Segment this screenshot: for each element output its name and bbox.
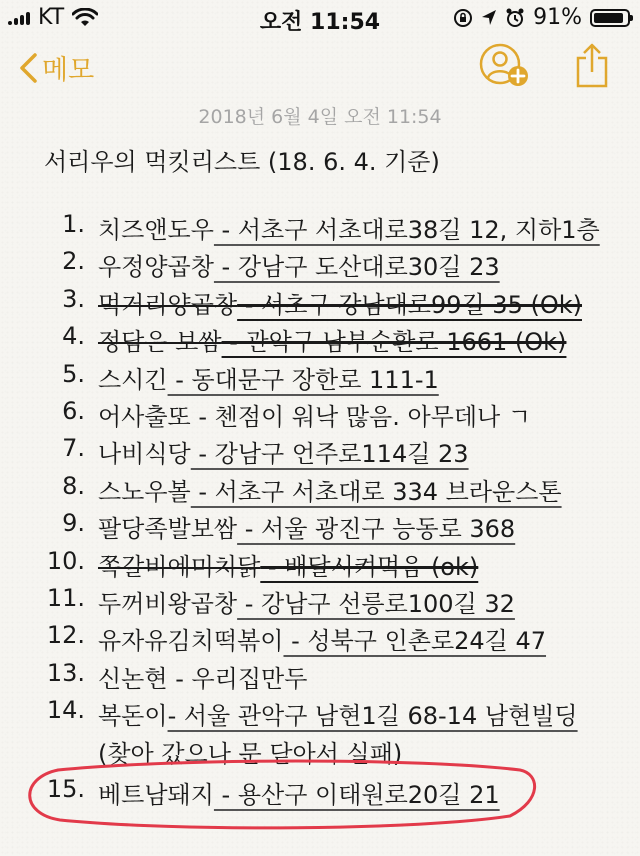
item-address: - 서초구 강남대로99길 35 (Ok) [237,290,582,319]
list-item[interactable] [0,509,640,546]
item-text [98,547,478,582]
item-address: - 강남구 선릉로100길 32 [237,590,515,618]
item-name: 정담은 보쌈 [98,328,222,357]
item-number: 9. [62,509,85,538]
item-text [98,696,578,731]
item-text [98,621,546,656]
item-text [98,285,582,320]
item-text [98,322,566,357]
rotation-lock-icon [453,8,473,28]
item-number: 12. [46,621,85,650]
item-name: 어사출또 [98,403,191,431]
item-address: - 우리집만두 [167,664,308,693]
item-address: - 동대문구 장한로 111-1 [167,365,439,394]
item-address: - 강남구 언주로114길 23 [190,440,469,469]
back-button[interactable] [18,48,94,87]
nav-bar [0,36,640,98]
item-name: 치즈앤도우 [98,216,214,244]
carrier-label: KT [38,5,65,30]
item-number: 2. [62,247,85,276]
list-item[interactable] [0,360,640,397]
item-name: 나비식당 [98,440,191,469]
item-number: 13. [46,658,85,687]
battery-fill [594,13,623,23]
list-item[interactable] [0,696,640,733]
item-name: 베트남돼지 [98,780,214,809]
item-name: 스시긴 [98,365,168,394]
item-number: 8. [62,471,85,500]
status-right [453,5,630,30]
list-item[interactable] [0,434,640,471]
item-address: - 서울 광진구 능동로 368 [237,515,516,544]
share-button[interactable] [574,42,610,94]
list-item[interactable] [0,210,640,247]
add-person-icon [478,42,534,92]
list-item[interactable] [0,584,640,621]
item-text [98,584,515,619]
note-date: 2018년 6월 4일 오전 11:54 [198,106,442,128]
item-address: - 서초구 서초대로38길 12, 지하1층 [213,216,600,244]
item-name: 두꺼비왕곱창 [98,590,238,618]
item-name: 유자유김치떡볶이 [98,627,284,656]
battery-icon [590,9,630,27]
item-name: 먹거리양곱창 [98,290,238,319]
item-number: 11. [46,584,85,612]
item-address: - 서초구 서초대로 334 브라운스톤 [190,477,562,506]
list-item[interactable] [0,659,640,696]
note-title: 서리우의 먹킷리스트 (18. 6. 4. 기준) [44,148,440,176]
back-label: 메모 [42,55,95,86]
item-address: - 강남구 도산대로30길 23 [213,253,500,282]
list-item[interactable] [0,247,640,284]
alarm-icon [505,8,525,28]
item-name: 신논현 [98,664,168,693]
item-text [98,434,469,469]
item-number: 5. [62,359,85,388]
item-number: 10. [46,546,85,575]
item-continuation: (찾아 갔으나 문 닫아서 실패) [98,739,403,768]
list-item[interactable] [0,285,640,322]
item-address: - 관악구 남부순환로 1661 (Ok) [221,328,567,357]
item-text [98,775,500,810]
item-text [98,210,600,245]
share-icon [574,42,610,90]
item-address: - 배달시켜먹음 (ok) [260,552,479,581]
list-item[interactable] [0,472,640,509]
item-name: 쪽갈비에미치닭 [98,552,261,581]
item-address: - 성북구 인촌로24길 47 [283,627,547,656]
item-text [98,397,531,432]
item-number: 1. [62,210,85,238]
item-number: 7. [62,434,85,463]
item-text [98,247,500,282]
item-text [98,659,307,694]
item-address: - 첸점이 워낙 많음. 아무데나 ㄱ [190,403,532,431]
item-name: 복돈이 [98,702,168,731]
list-item[interactable] [0,547,640,584]
list-item[interactable] [0,775,640,812]
item-number: 6. [62,397,85,425]
status-time: 오전 11:54 [259,10,381,35]
item-address: - 용산구 이태원로20길 21 [213,780,500,809]
item-address: - 서울 관악구 남현1길 68-14 남현빌딩 [167,702,578,731]
item-number: 3. [62,284,85,313]
chevron-left-icon [18,52,38,84]
location-icon [481,9,497,27]
status-bar [0,0,640,36]
item-number: 15. [46,774,85,803]
item-number: 4. [62,322,85,351]
item-name: 팔당족발보쌈 [98,515,238,544]
list-item[interactable] [0,322,640,359]
item-name: 스노우볼 [98,477,191,506]
item-name: 우정양곱창 [98,253,214,282]
battery-percent: 91% [533,5,582,30]
item-text [98,472,562,507]
item-number: 14. [46,696,85,725]
list-item[interactable] [0,397,640,434]
list-item[interactable] [0,621,640,658]
item-text [98,360,439,395]
item-text [98,509,515,544]
add-person-button[interactable] [478,42,534,96]
